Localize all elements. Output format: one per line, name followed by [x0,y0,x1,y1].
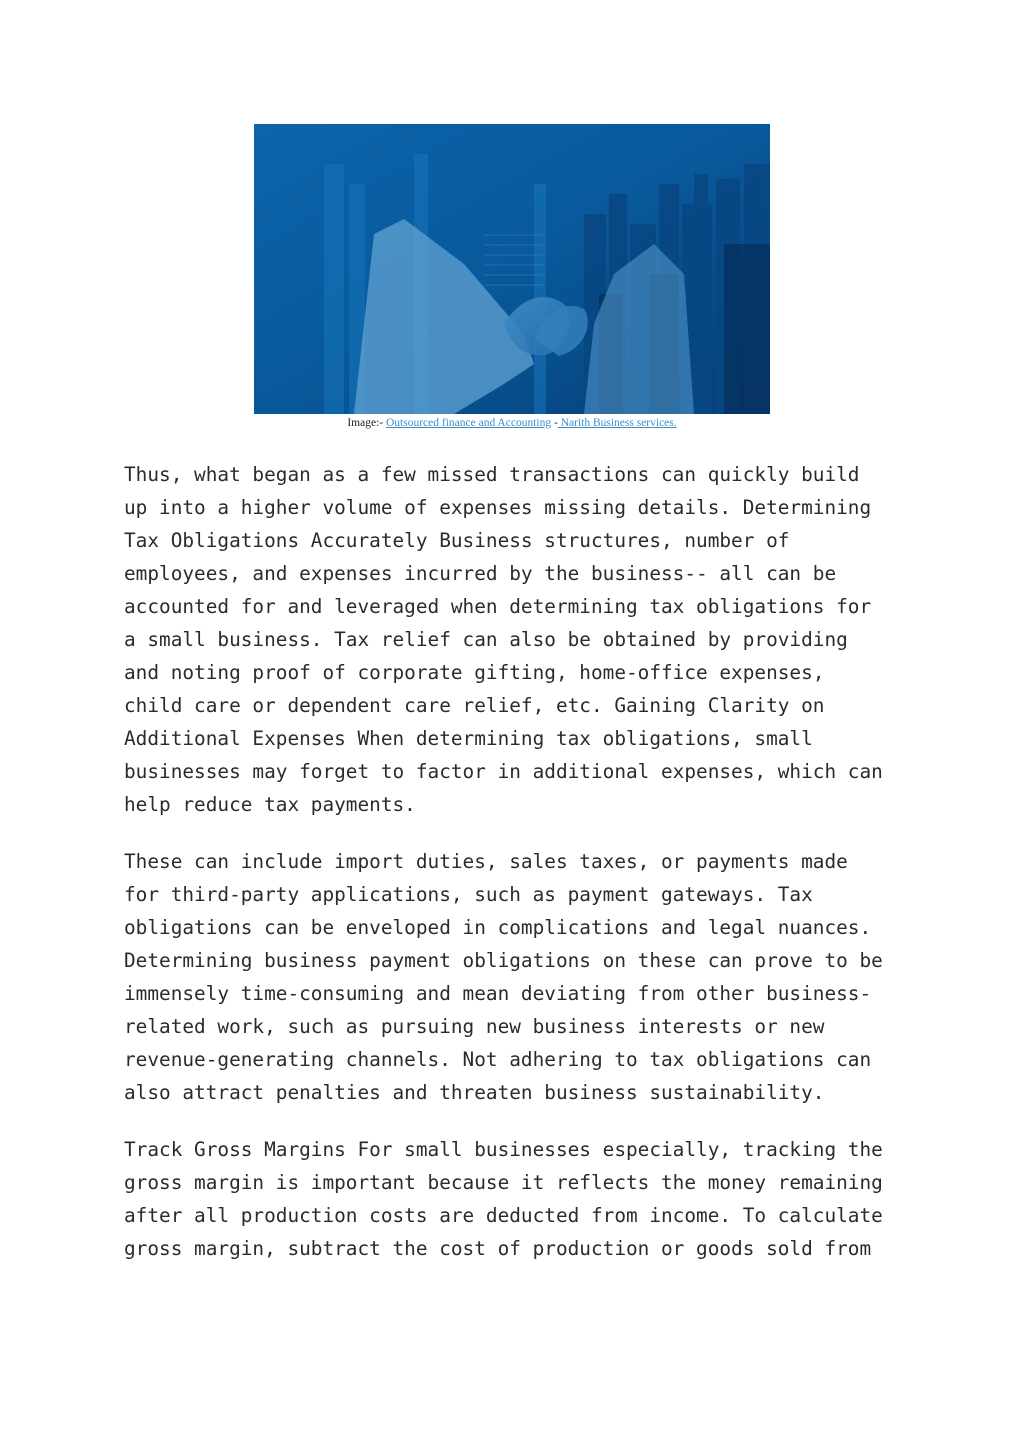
paragraph-2 [124,845,914,1109]
paragraph-text: Track Gross Margins For small businesses especially, tracking the gross margin is important because it reflects the money remaining after all production costs are deducted from income. To calculate gross margin, subtract the cost of production or goods sold from [124,1138,883,1260]
paragraph-1 [124,458,914,821]
caption-link-narith[interactable]: Narith Business services. [557,417,677,429]
handshake-city-image [254,124,770,414]
paragraph-3 [124,1133,914,1265]
caption-prefix: Image:- [347,417,386,429]
paragraph-text: Thus, what began as a few missed transactions can quickly build up into a higher volume of expenses missing details. Determining Tax Obligations Accurately Business structures, number of employees, and expenses incurred by the business-- all can be accounted for and leveraged when determining tax obligations for a small business. Tax relief can also be obtained by providing and noting proof of corporate gifting, home-office expenses, child care or dependent care relief, etc. Gaining Clarity on Additional Expenses When determining tax obligations, small businesses may forget to factor in additional expenses, which can help reduce tax payments. [124,463,883,816]
caption-link-outsourced-finance[interactable]: Outsourced finance and Accounting [385,417,552,429]
paragraph-text: These can include import duties, sales taxes, or payments made for third-party applications, such as payment gateways. Tax obligations can be enveloped in complications and legal nuances. Determining business payment obligations on these can prove to be immensely time-consuming and mean deviating from other business- related work, such as pursuing new business interests or new revenue-generating channels. Not adhering to tax obligations can also attract penalties and threaten business sustainability. [124,850,883,1104]
caption-separator: - [551,417,558,429]
image-caption [254,416,770,430]
